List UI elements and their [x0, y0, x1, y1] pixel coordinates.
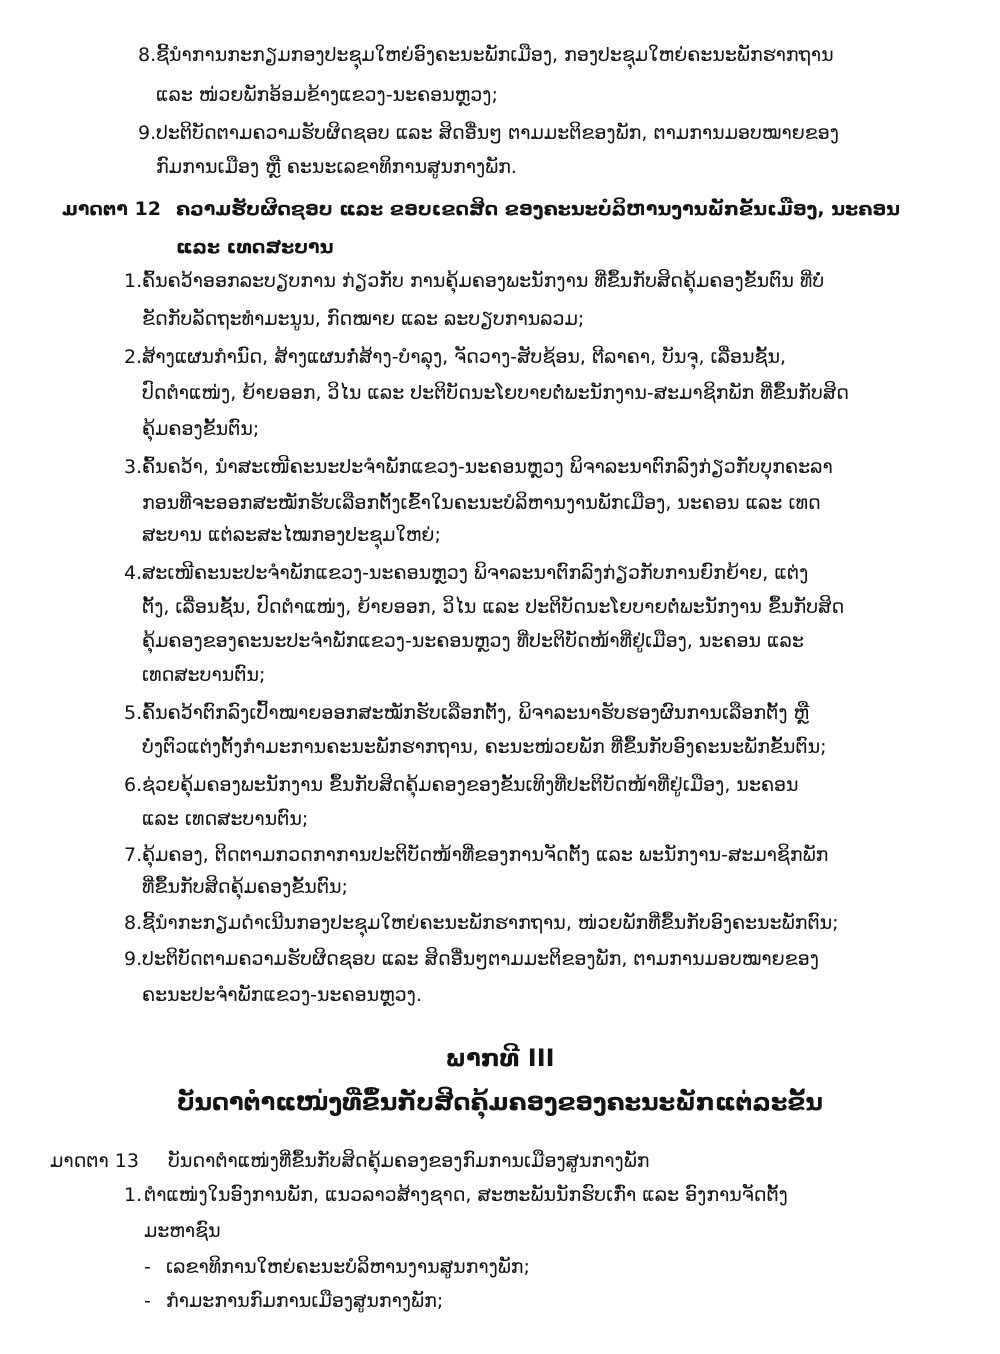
list-item-line: ແລະ ເທດສະບານຕົນ;: [142, 808, 309, 830]
list-number: 1.: [124, 270, 143, 292]
list-item-line: ແລະ ໜ່ວຍພັກອ້ອມຂ້າງແຂວງ-ນະຄອນຫຼວງ;: [156, 84, 498, 106]
list-item-line: ປະຕິບັດຕາມຄວາມຮັບຜິດຊອບ ແລະ ສິດອື່ນໆຕາມມະຕິຂອງພັກ, ຕາມການມອບໝາຍຂອງ: [142, 948, 819, 970]
list-number: 7.: [124, 844, 143, 866]
list-number: 8.: [124, 912, 143, 934]
list-number: 3.: [124, 456, 143, 478]
list-item-line: ບໍ່ງຕົວແຕ່ງຕັ້ງກໍາມະການຄະນະພັກຮາກຖານ, ຄະນະໜ່ວຍພັກ ທີ່ຂຶ້ນກັບອົງຄະນະພັກຂັ້ນຕົນ;: [142, 736, 827, 758]
list-item-line: ຄຸ້ມຄອງຂອງຄະນະປະຈໍາພັກແຂວງ-ນະຄອນຫຼວງ ທີ່ປະຕິບັດໜ້າທີ່ຢູ່ເມືອງ, ນະຄອນ ແລະ: [142, 630, 804, 652]
list-item-line: ຕັ້ງ, ເລື່ອນຊັ້ນ, ປົດຕໍາແໜ່ງ, ຍ້າຍອອກ, ວິໄນ ແລະ ປະຕິບັດນະໂຍບາຍຕໍ່ພະນັກງານ ຂຶ້ນກັບສິດ: [142, 596, 845, 618]
list-number: 9.: [124, 948, 143, 970]
list-item-line: ຊີ້ນໍາການກະກຽມກອງປະຊຸມໃຫຍ່ອົງຄະນະພັກເມືອງ, ກອງປະຊຸມໃຫຍ່ຄະນະພັກຮາກຖານ: [156, 44, 834, 66]
list-number: 6.: [124, 774, 143, 796]
list-item-line: ຊ່ວຍຄຸ້ມຄອງພະນັກງານ ຂຶ້ນກັບສິດຄຸ້ມຄອງຂອງຂັ້ນເທິງທີ່ປະຕິບັດໜ້າທີ່ຢູ່ເມືອງ, ນະຄອນ: [142, 774, 799, 796]
article-title: ບັນດາຕໍາແໜ່ງທີ່ຂຶ້ນກັບສິດຄຸ້ມຄອງຂອງກົມການເມືອງສູນກາງພັກ: [168, 1150, 650, 1172]
list-item-line: ຄຸ້ມຄອງ, ຕິດຕາມກວດກາການປະຕິບັດໜ້າທີ່ຂອງການຈັດຕັ້ງ ແລະ ພະນັກງານ-ສະມາຊິກພັກ: [142, 844, 829, 866]
article-label: ມາດຕາ 12: [62, 198, 161, 220]
list-number: 5.: [124, 702, 143, 724]
list-item-line: ມະຫາຊົນ: [144, 1220, 221, 1242]
bullet-text: ກໍາມະການກົມການເມືອງສູນກາງພັກ;: [166, 1290, 444, 1312]
list-item-line: ປົດຕໍາແໜ່ງ, ຍ້າຍອອກ, ວິໄນ ແລະ ປະຕິບັດນະໂຍບາຍຕໍ່ພະນັກງານ-ສະມາຊິກພັກ ທີ່ຂຶ້ນກັບສິດ: [142, 382, 849, 404]
list-item-line: ຄະນະປະຈໍາພັກແຂວງ-ນະຄອນຫຼວງ.: [142, 984, 422, 1006]
article-label: ມາດຕາ 13: [50, 1150, 139, 1172]
part-heading: ພາກທີ III: [445, 1044, 555, 1072]
list-item-line: ຄົ້ນຄວ້າອອກລະບຽບການ ກ່ຽວກັບ ການຄຸ້ມຄອງພະນັກງານ ທີ່ຂຶ້ນກັບສິດຄຸ້ມຄອງຂັ້ນຕົນ ທີ່ບໍ່: [142, 270, 825, 292]
list-number: 9.: [138, 122, 157, 144]
bullet-dash: -: [144, 1290, 151, 1312]
list-item-line: ທີ່ຂຶ້ນກັບສິດຄຸ້ມຄອງຂັ້ນຕົນ;: [142, 876, 348, 898]
list-item-line: ຄົ້ນຄວ້າ, ນໍາສະເໜີຄະນະປະຈໍາພັກແຂວງ-ນະຄອນຫຼວງ ພິຈາລະນາຕົກລົງກ່ຽວກັບບຸກຄະລາ: [142, 456, 833, 478]
bullet-dash: -: [144, 1256, 151, 1278]
article-title: ຄວາມຮັບຜິດຊອບ ແລະ ຂອບເຂດສິດ ຂອງຄະນະບໍລິຫານງານພັກຂັ້ນເມືອງ, ນະຄອນ: [176, 198, 901, 220]
list-item-line: ຄຸ້ມຄອງຂັ້ນຕົນ;: [142, 418, 260, 440]
list-item-line: ຕໍາແໜ່ງໃນອົງການພັກ, ແນວລາວສ້າງຊາດ, ສະຫະພັນນັກຮົບເກົ່າ ແລະ ອົງການຈັດຕັ້ງ: [144, 1184, 788, 1206]
list-item-line: ສະບານ ແຕ່ລະສະໄໝກອງປະຊຸມໃຫຍ່;: [142, 524, 441, 546]
bullet-text: ເລຂາທິການໃຫຍ່ຄະນະບໍລິຫານງານສູນກາງພັກ;: [166, 1256, 530, 1278]
list-item-line: ກອນທີ່ຈະອອກສະໝັກຮັບເລືອກຕັ້ງເຂົ້າໃນຄະນະບໍລິຫານງານພັກເມືອງ, ນະຄອນ ແລະ ເທດ: [142, 492, 821, 514]
list-item-line: ສະເໜີຄະນະປະຈໍາພັກແຂວງ-ນະຄອນຫຼວງ ພິຈາລະນາຕົກລົງກ່ຽວກັບການຍົກຍ້າຍ, ແຕ່ງ: [142, 562, 809, 584]
list-item-line: ຂັດກັບລັດຖະທໍາມະນູນ, ກົດໝາຍ ແລະ ລະບຽບການລວມ;: [142, 308, 585, 330]
list-item-line: ເທດສະບານຕົນ;: [142, 664, 266, 686]
list-number: 8.: [138, 44, 157, 66]
article-title-continued: ແລະ ເທດສະບານ: [176, 236, 334, 258]
list-item-line: ຄົ້ນຄວ້າຕົກລົງເປົ້າໝາຍອອກສະໝັກຮັບເລືອກຕັ້ງ, ພິຈາລະນາຮັບຮອງຜົນການເລືອກຕັ້ງ ຫຼື: [142, 702, 810, 724]
list-item-line: ປະຕິບັດຕາມຄວາມຮັບຜິດຊອບ ແລະ ສິດອື່ນໆ ຕາມມະຕິຂອງພັກ, ຕາມການມອບໝາຍຂອງ: [156, 122, 839, 144]
part-subheading: ບັນດາຕໍາແໜ່ງທີ່ຂຶ້ນກັບສິດຄຸ້ມຄອງຂອງຄະນະພັກແຕ່ລະຂັ້ນ: [177, 1088, 823, 1116]
list-item-line: ສ້າງແຜນກໍານົດ, ສ້າງແຜນກໍ່ສ້າງ-ບໍາລຸງ, ຈັດວາງ-ສັບຊ້ອນ, ຕີລາຄາ, ບັນຈຸ, ເລື່ອນຊັ້ນ,: [142, 346, 787, 368]
list-item-line: ຊີ້ນໍາກະກຽມດໍາເນີນກອງປະຊຸມໃຫຍ່ຄະນະພັກຮາກຖານ, ໜ່ວຍພັກທີ່ຂຶ້ນກັບອົງຄະນະພັກຕົນ;: [142, 912, 839, 934]
list-number: 2.: [124, 346, 143, 368]
list-item-line: ກົມການເມືອງ ຫຼື ຄະນະເລຂາທິການສູນກາງພັກ.: [156, 156, 517, 178]
list-number: 4.: [124, 562, 143, 584]
list-number: 1.: [124, 1184, 143, 1206]
